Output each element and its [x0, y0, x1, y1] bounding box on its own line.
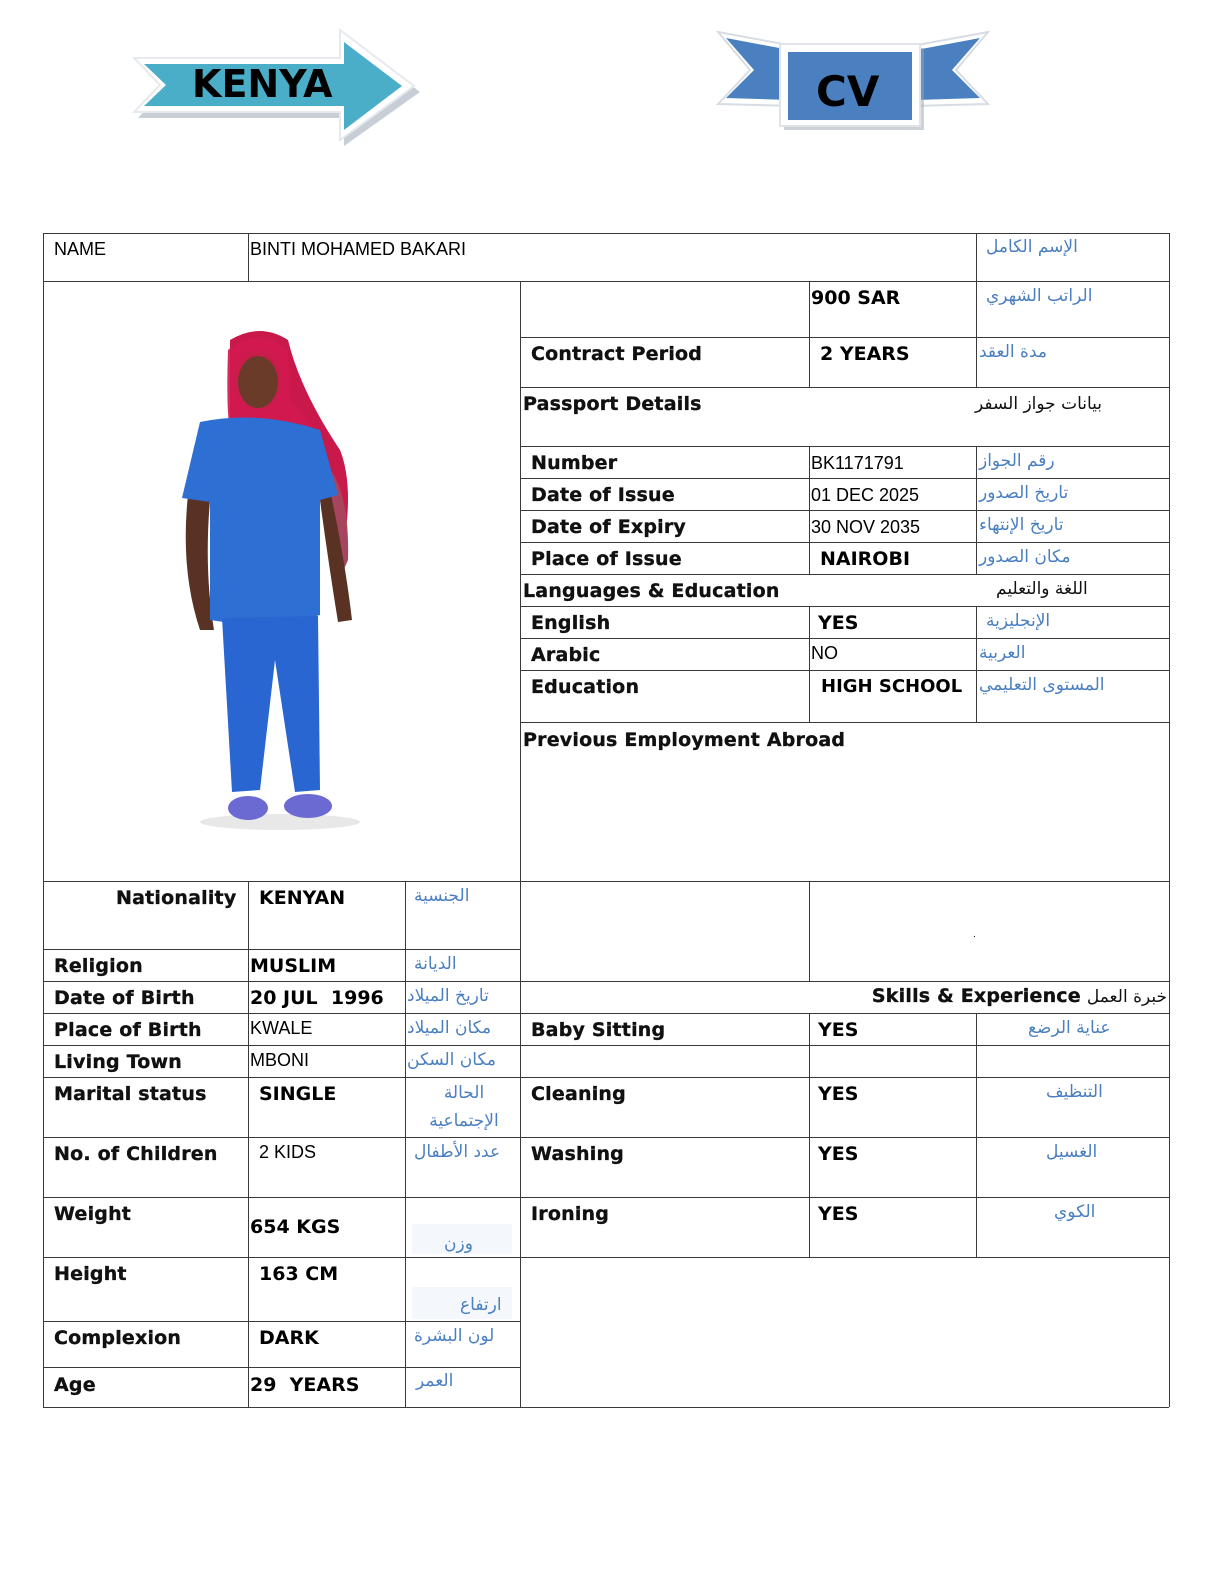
- education-label-ar: المستوى التعليمي: [979, 675, 1105, 695]
- place-of-birth-value: KWALE: [250, 1018, 313, 1038]
- divider: [43, 1197, 1169, 1198]
- cv-ribbon-badge: [712, 26, 994, 132]
- arabic-label-ar: العربية: [979, 643, 1026, 663]
- divider: [520, 281, 521, 1407]
- divider: [43, 1013, 1169, 1014]
- place-of-issue-label-ar: مكان الصدور: [979, 547, 1071, 567]
- complexion-label: Complexion: [54, 1327, 182, 1349]
- divider: [520, 446, 1169, 447]
- table-border-right: [1169, 233, 1170, 1407]
- table-border-bottom: [43, 1407, 1169, 1408]
- date-of-issue-value: 01 DEC 2025: [811, 485, 920, 505]
- table-border-left: [43, 233, 44, 1407]
- country-banner-label: KENYA: [192, 62, 333, 106]
- date-of-expiry-label: Date of Expiry: [531, 516, 687, 538]
- languages-education-title: Languages & Education: [523, 580, 780, 602]
- age-label: Age: [54, 1374, 96, 1396]
- country-arrow-banner: [130, 26, 422, 148]
- arabic-value: NO: [811, 643, 838, 663]
- education-value: HIGH SCHOOL: [821, 676, 963, 697]
- divider: [43, 281, 1169, 282]
- divider: [976, 1013, 977, 1257]
- living-town-label-ar: مكان السكن: [407, 1050, 496, 1070]
- salary-value: 900 SAR: [811, 287, 901, 309]
- passport-details-title: Passport Details: [523, 393, 702, 415]
- placeholder-dot: .: [973, 929, 976, 940]
- religion-value: MUSLIM: [250, 955, 337, 977]
- complexion-label-ar: لون البشرة: [414, 1326, 495, 1346]
- divider: [520, 337, 1169, 338]
- children-label: No. of Children: [54, 1143, 218, 1165]
- divider: [520, 478, 1169, 479]
- name-label-ar: الإسم الكامل: [986, 237, 1078, 257]
- nationality-label: Nationality: [116, 887, 237, 909]
- divider: [248, 881, 249, 1407]
- place-of-issue-value: NAIROBI: [820, 548, 911, 570]
- divider: [43, 1257, 1169, 1258]
- english-value: YES: [818, 612, 859, 634]
- contract-period-label: Contract Period: [531, 343, 703, 365]
- cleaning-label: Cleaning: [531, 1083, 626, 1105]
- contract-period-label-ar: مدة العقد: [979, 342, 1047, 362]
- children-value: 2 KIDS: [259, 1142, 317, 1162]
- table-border-top: [43, 233, 1169, 234]
- washing-value: YES: [818, 1143, 859, 1165]
- name-label: NAME: [54, 239, 107, 259]
- english-label: English: [531, 612, 611, 634]
- divider: [809, 281, 810, 387]
- ironing-label-ar: الكوي: [1054, 1202, 1096, 1222]
- previous-employment-title: Previous Employment Abroad: [523, 729, 846, 751]
- place-of-birth-label-ar: مكان الميلاد: [407, 1018, 492, 1038]
- cv-badge-label: CV: [816, 67, 880, 116]
- weight-label: Weight: [54, 1203, 132, 1225]
- english-label-ar: الإنجليزية: [986, 611, 1051, 631]
- divider: [43, 1077, 1169, 1078]
- contract-period-value: 2 YEARS: [820, 343, 910, 365]
- divider: [43, 949, 520, 950]
- divider: [43, 1137, 1169, 1138]
- nationality-label-ar: الجنسية: [414, 886, 470, 906]
- person-figure-icon: [170, 330, 370, 840]
- date-of-birth-label-ar: تاريخ الميلاد: [407, 986, 489, 1006]
- marital-status-label: Marital status: [54, 1083, 207, 1105]
- baby-sitting-value: YES: [818, 1019, 859, 1041]
- divider: [520, 510, 1169, 511]
- skills-title: Skills & Experience: [871, 985, 1081, 1007]
- ironing-label: Ironing: [531, 1203, 610, 1225]
- arabic-label: Arabic: [531, 644, 601, 666]
- divider: [520, 722, 1169, 723]
- height-value: 163 CM: [259, 1263, 339, 1285]
- baby-sitting-label: Baby Sitting: [531, 1019, 666, 1041]
- divider: [520, 638, 1169, 639]
- weight-value: 654 KGS: [250, 1216, 341, 1238]
- passport-number-label-ar: رقم الجواز: [979, 451, 1055, 471]
- age-label-ar: العمر: [416, 1371, 454, 1391]
- date-of-birth-value: 20 JUL 1996: [250, 987, 384, 1009]
- religion-label: Religion: [54, 955, 143, 977]
- divider: [520, 542, 1169, 543]
- complexion-value: DARK: [259, 1327, 319, 1349]
- washing-label: Washing: [531, 1143, 624, 1165]
- place-of-issue-label: Place of Issue: [531, 548, 682, 570]
- name-value: BINTI MOHAMED BAKARI: [250, 239, 467, 259]
- skills-header: [520, 985, 1167, 1011]
- height-label-ar: ارتفاع: [460, 1295, 502, 1315]
- divider: [976, 606, 977, 722]
- divider: [976, 281, 977, 387]
- divider: [976, 233, 977, 281]
- passport-details-title-ar: بيانات جواز السفر: [975, 394, 1103, 414]
- height-label: Height: [54, 1263, 127, 1285]
- passport-number-value: BK1171791: [811, 453, 904, 473]
- weight-label-ar: وزن: [444, 1234, 473, 1254]
- date-of-expiry-label-ar: تاريخ الإنتهاء: [979, 515, 1064, 535]
- date-of-issue-label: Date of Issue: [531, 484, 675, 506]
- nationality-value: KENYAN: [259, 887, 346, 909]
- ironing-value: YES: [818, 1203, 859, 1225]
- marital-status-label-ar: الحالة الإجتماعية: [429, 1083, 499, 1131]
- place-of-birth-label: Place of Birth: [54, 1019, 202, 1041]
- candidate-photo: [170, 330, 370, 840]
- divider: [43, 981, 1169, 982]
- divider: [520, 670, 1169, 671]
- age-value: 29 YEARS: [250, 1374, 360, 1396]
- living-town-value: MBONI: [250, 1050, 310, 1070]
- education-label: Education: [531, 676, 640, 698]
- languages-education-title-ar: اللغة والتعليم: [996, 579, 1088, 599]
- divider: [43, 1045, 1169, 1046]
- divider: [976, 446, 977, 574]
- living-town-label: Living Town: [54, 1051, 183, 1073]
- baby-sitting-label-ar: عناية الرضع: [1028, 1018, 1111, 1038]
- divider: [809, 881, 810, 981]
- divider: [520, 387, 1169, 388]
- divider: [520, 574, 1169, 575]
- divider: [43, 1321, 520, 1322]
- religion-label-ar: الديانة: [414, 954, 457, 974]
- divider: [520, 606, 1169, 607]
- divider: [809, 606, 810, 722]
- divider: [405, 881, 406, 1407]
- date-of-expiry-value: 30 NOV 2035: [811, 517, 921, 537]
- divider: [248, 233, 249, 281]
- cleaning-label-ar: التنظيف: [1046, 1082, 1103, 1102]
- date-of-birth-label: Date of Birth: [54, 987, 195, 1009]
- divider: [809, 1013, 810, 1257]
- date-of-issue-label-ar: تاريخ الصدور: [979, 483, 1069, 503]
- skills-title-ar: خبرة العمل: [1086, 987, 1167, 1007]
- divider: [43, 1367, 520, 1368]
- marital-status-value: SINGLE: [259, 1083, 337, 1105]
- salary-label-ar: الراتب الشهري: [986, 286, 1093, 306]
- divider: [43, 881, 1169, 882]
- children-label-ar: عدد الأطفال: [414, 1142, 501, 1162]
- passport-number-label: Number: [531, 452, 618, 474]
- cleaning-value: YES: [818, 1083, 859, 1105]
- divider: [809, 446, 810, 574]
- washing-label-ar: الغسيل: [1046, 1142, 1098, 1162]
